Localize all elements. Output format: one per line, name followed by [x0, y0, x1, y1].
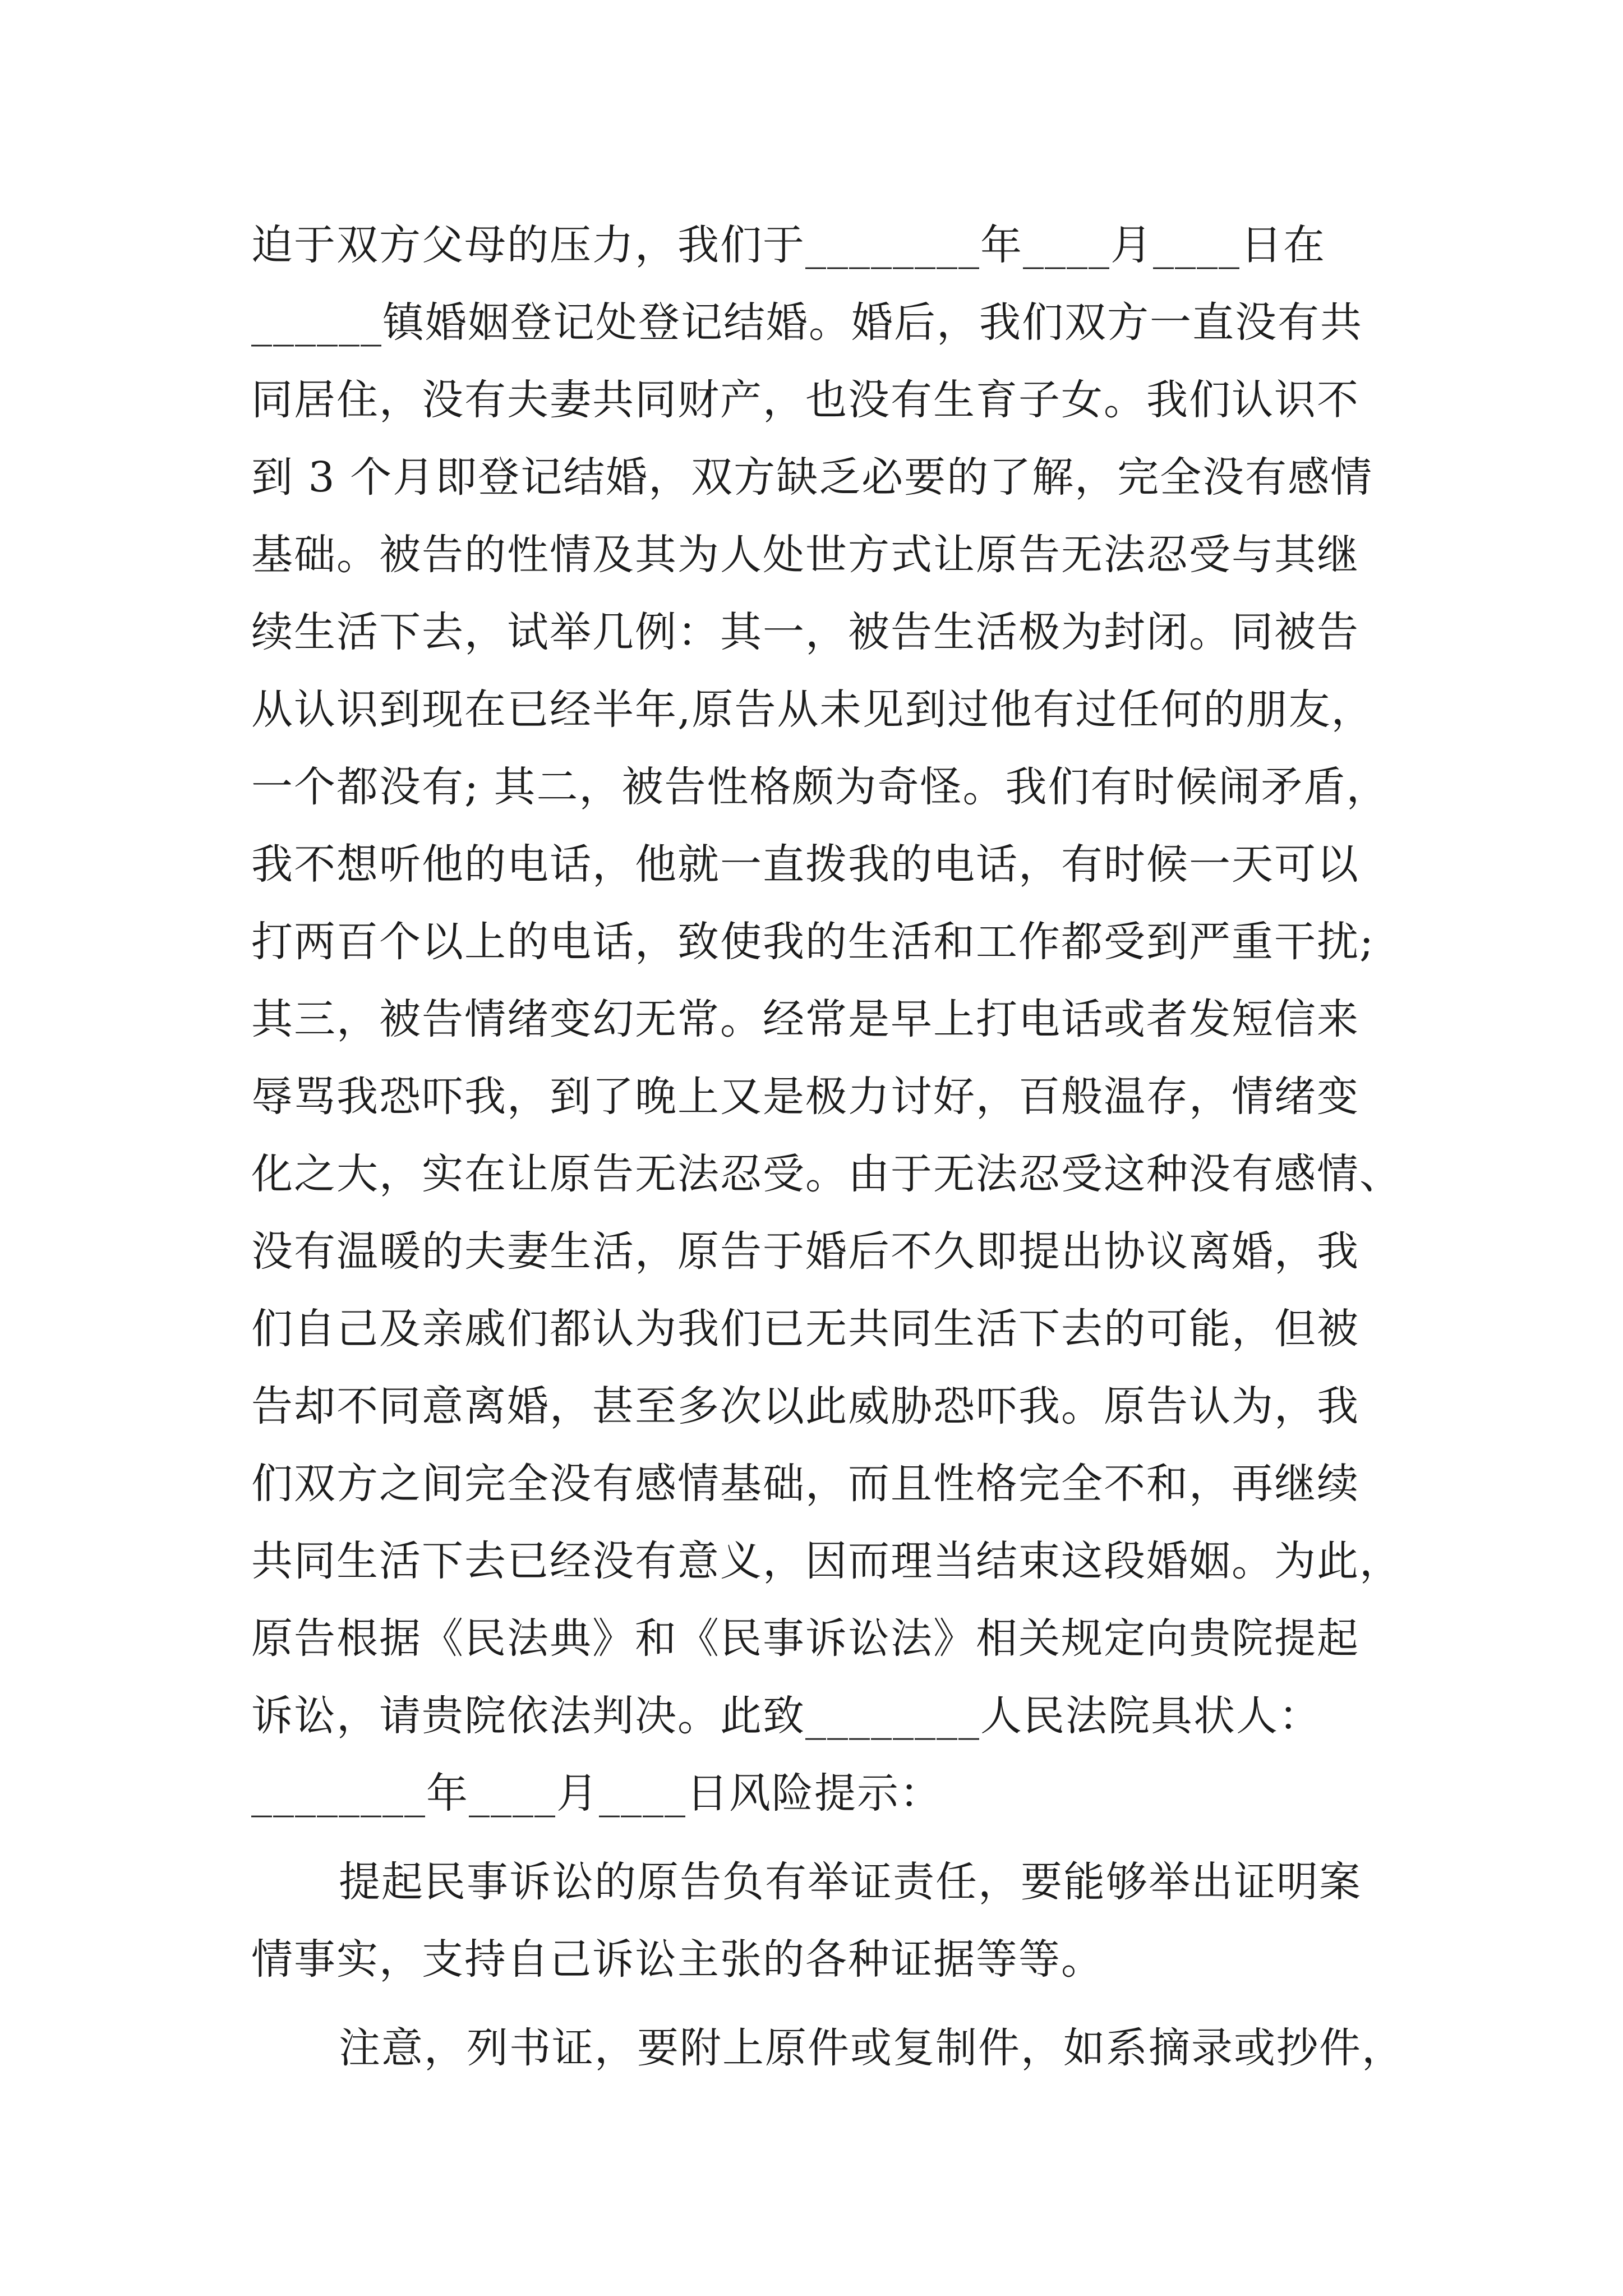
text-line: ________年____月____日风险提示： — [251, 1769, 942, 1818]
text-line: 基础。被告的性情及其为人处世方式让原告无法忍受与其继 — [251, 531, 1359, 579]
text-line: 共同生活下去已经没有意义，因而理当结束这段婚姻。为此， — [251, 1537, 1402, 1585]
text-line: 化之大，实在让原告无法忍受。由于无法忍受这种没有感情、 — [251, 1150, 1402, 1198]
text-line: 们自己及亲戚们都认为我们已无共同生活下去的可能，但被 — [251, 1305, 1359, 1353]
text-line: 迫于双方父母的压力，我们于________年____月____日在 — [251, 221, 1326, 269]
text-line: 诉讼，请贵院依法判决。此致________人民法院具状人： — [251, 1692, 1321, 1740]
text-line: 打两百个以上的电话，致使我的生活和工作都受到严重干扰; — [251, 918, 1375, 966]
note-line: 注意，列书证，要附上原件或复制件，如系摘录或抄件， — [339, 2024, 1404, 2072]
text-line: 同居住，没有夫妻共同财产，也没有生育子女。我们认识不 — [251, 376, 1359, 424]
text-line: ______镇婚姻登记处登记结婚。婚后，我们双方一直没有共 — [251, 298, 1363, 347]
text-line: 从认识到现在已经半年,原告从未见到过他有过任何的朋友， — [251, 685, 1374, 734]
text-line: 续生活下去，试举几例：其一，被告生活极为封闭。同被告 — [251, 608, 1359, 656]
text-line: 其三，被告情绪变幻无常。经常是早上打电话或者发短信来 — [251, 995, 1359, 1043]
text-line: 辱骂我恐吓我，到了晚上又是极力讨好，百般温存，情绪变 — [251, 1073, 1359, 1121]
text-line: 到 3 个月即登记结婚，双方缺乏必要的了解，完全没有感情 — [251, 453, 1373, 501]
text-line: 一个都没有; 其二，被告性格颇为奇怪。我们有时候闹矛盾， — [251, 763, 1389, 811]
risk-tip-line: 情事实，支持自己诉讼主张的各种证据等等。 — [251, 1935, 1104, 1984]
text-line: 原告根据《民法典》和《民事诉讼法》相关规定向贵院提起 — [251, 1614, 1359, 1663]
risk-tip-line: 提起民事诉讼的原告负有举证责任，要能够举出证明案 — [339, 1858, 1362, 1906]
text-line: 们双方之间完全没有感情基础，而且性格完全不和，再继续 — [251, 1460, 1359, 1508]
document-body — [251, 206, 1404, 2087]
text-line: 告却不同意离婚，甚至多次以此威胁恐吓我。原告认为，我 — [251, 1382, 1359, 1430]
text-line: 没有温暖的夫妻生活，原告于婚后不久即提出协议离婚，我 — [251, 1227, 1359, 1276]
text-line: 我不想听他的电话，他就一直拨我的电话，有时候一天可以 — [251, 840, 1359, 889]
